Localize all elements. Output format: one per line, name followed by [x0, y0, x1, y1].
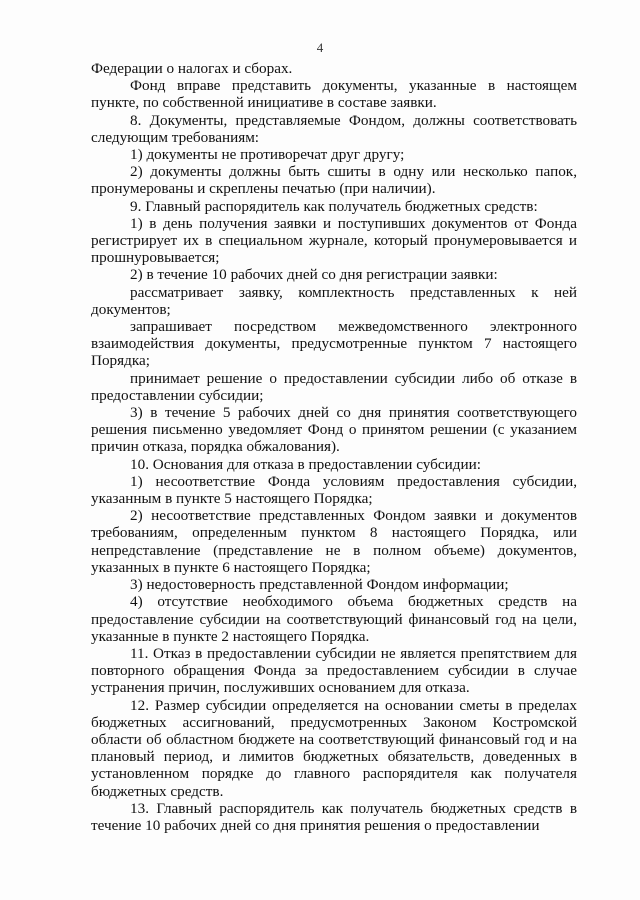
paragraph: 1) в день получения заявки и поступивших документов от Фонда регистрирует их в специальном журнале, который пронумеровывается и прошнуровывается; [91, 214, 577, 267]
paragraph: 11. Отказ в предоставлении субсидии не является препятствием для повторного обращения Фонда за предоставлением субсидии в случае устранения причин, послуживших основанием для отказа. [91, 644, 577, 697]
paragraph: рассматривает заявку, комплектность представленных к ней документов; [91, 283, 577, 318]
paragraph: Федерации о налогах и сборах. [91, 60, 293, 77]
paragraph: 10. Основания для отказа в предоставлении субсидии: [130, 455, 481, 473]
paragraph: 2) несоответствие представленных Фондом заявки и документов требованиям, определенным пунктом 8 настоящего Порядка, или непредставление (представление не в полном объеме) документов, указанных в пункте 6 настоящего Порядка; [91, 507, 577, 576]
paragraph: 2) в течение 10 рабочих дней со дня регистрации заявки: [130, 266, 498, 284]
paragraph: 1) документы не противоречат друг другу; [130, 146, 405, 164]
paragraph: 3) в течение 5 рабочих дней со дня принятия соответствующего решения письменно уведомляет Фонд о принятом решении (с указанием причин отказа, порядка обжалования). [91, 404, 577, 456]
paragraph: запрашивает посредством межведомственного электронного взаимодействия документы, предусмотренные пунктом 7 настоящего Порядка; [91, 318, 577, 370]
paragraph: 13. Главный распорядитель как получатель бюджетных средств в течение 10 рабочих дней со дня принятия решения о предоставлении [91, 799, 577, 834]
paragraph: 8. Документы, представляемые Фондом, должны соответствовать следующим требованиям: [91, 111, 577, 146]
document-body [91, 60, 577, 834]
paragraph: 9. Главный распорядитель как получатель бюджетных средств: [130, 197, 538, 215]
paragraph: 1) несоответствие Фонда условиям предоставления субсидии, указанным в пункте 5 настоящего Порядка; [91, 472, 577, 508]
page-number: 4 [316, 40, 324, 55]
paragraph: 12. Размер субсидии определяется на основании сметы в пределах бюджетных ассигнований, предусмотренных Законом Костромской области об областном бюджете на соответствующий финансовый год и на плановый период, и лимитов бюджетных обязательств, доведенных в установленном порядке до главного распорядителя как получателя бюджетных средств. [91, 696, 577, 800]
paragraph: 3) недостоверность представленной Фондом информации; [130, 576, 509, 594]
paragraph: 2) документы должны быть сшиты в одну или несколько папок, пронумерованы и скреплены печатью (при наличии). [91, 163, 577, 198]
paragraph: Фонд вправе представить документы, указанные в настоящем пункте, по собственной инициативе в составе заявки. [91, 77, 577, 112]
paragraph: 4) отсутствие необходимого объема бюджетных средств на предоставление субсидии на соответствующий финансовый год на цели, указанные в пункте 2 настоящего Порядка. [91, 593, 577, 645]
paragraph: принимает решение о предоставлении субсидии либо об отказе в предоставлении субсидии; [91, 369, 577, 404]
